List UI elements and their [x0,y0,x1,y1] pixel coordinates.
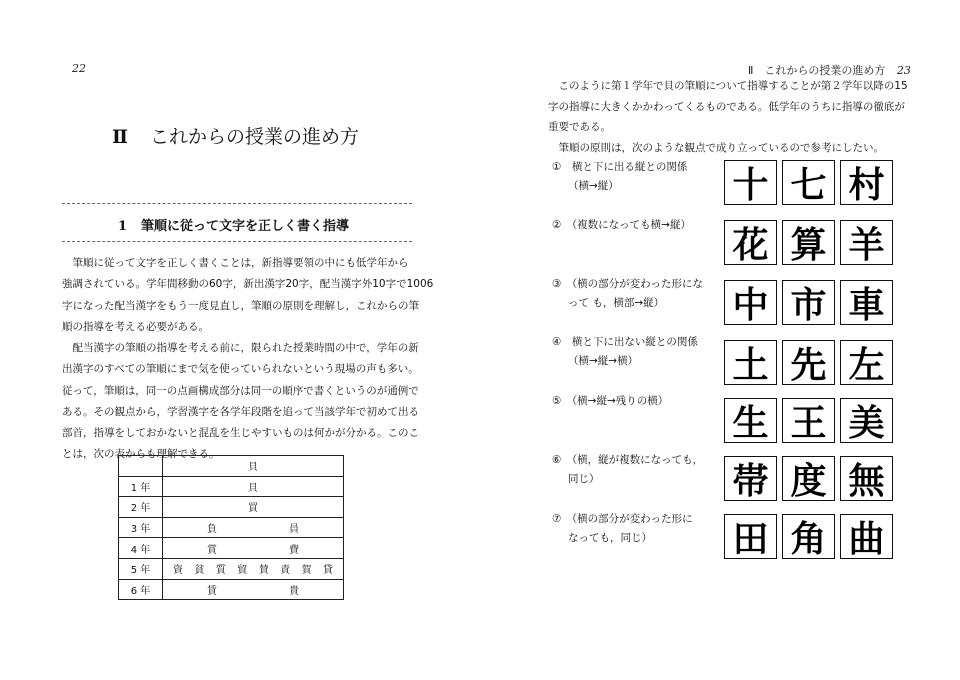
table-row [119,558,344,579]
kanji-grade-table [118,455,344,600]
grade-cell: 5 年 [119,558,163,579]
table-row [119,538,344,559]
kanji-cell [163,476,344,497]
grade-cell: 4 年 [119,538,163,559]
text-line: ⑥ （横，縦が複数になっても， [552,454,704,466]
kanji-example: 中 [724,280,777,325]
table-row [119,517,344,538]
paragraph-2 [62,338,419,466]
table-cell [119,456,163,477]
text-line: 筆順に従って文字を正しく書くことは，新指導要領の中にも低学年から [62,257,409,269]
section-rule-top [62,203,412,204]
principle-text-2 [552,216,691,235]
kanji-example: 生 [724,398,777,443]
text-line: とは，次の表からも理解できる。 [62,448,220,461]
table-kanji: 買 [248,503,258,515]
table-kanji: 賞 [207,544,217,556]
kanji-group-4 [724,340,893,385]
text-line: （横→縦） [568,180,619,192]
grade-cell: 2 年 [119,497,163,518]
kanji-example: 羊 [840,220,893,265]
kanji-example: 車 [840,280,893,325]
table-header-row [119,456,344,477]
kanji-cell [163,579,344,600]
text-line: ② （複数になっても横→縦） [552,219,691,231]
chapter-title: これからの授業の進め方 [150,126,360,148]
kanji-group-3 [724,280,893,325]
table-kanji: 責 [280,565,291,577]
text-line: 字の指導に大きくかかわってくるものである。低学年のうちに指導の徹底が [548,100,905,113]
table-kanji: 費 [289,544,299,556]
kanji-example: 七 [782,160,835,205]
table-kanji: 貝 [248,482,258,494]
kanji-example: 曲 [840,514,893,559]
kanji-cell [163,497,344,518]
table-kanji: 貴 [289,585,299,597]
running-head-title: Ⅱ これからの授業の進め方 [748,64,886,77]
kanji-group-2 [724,220,893,265]
section-number: 1 [118,219,128,234]
table-row [119,579,344,600]
text-line: ① 横と下に出る縦との関係 [552,161,688,173]
kanji-cell [163,558,344,579]
right-page-number: 23 [896,64,911,77]
table-header-cell: 貝 [163,456,344,477]
text-line: ③ （横の部分が変わった形にな [552,278,704,290]
kanji-example: 土 [724,340,777,385]
chapter-number: Ⅱ [112,126,129,148]
kanji-example: 左 [840,340,893,385]
text-line: なっても，同じ） [568,532,652,544]
text-line: 部首，指導をしておかないと混乱を生じやすいものは何かが分かる。このこ [62,427,419,440]
principle-text-3 [552,275,703,313]
table-kanji: 賛 [258,565,269,577]
table-kanji: 資 [173,565,183,577]
kanji-example: 王 [782,398,835,443]
grade-cell: 6 年 [119,579,163,600]
principle-text-6 [552,451,703,489]
principle-text-4 [552,333,698,371]
text-line: 順の指導を考える必要がある。 [62,320,209,333]
table-kanji: 貧 [194,565,205,577]
kanji-example: 田 [724,514,777,559]
text-line: ④ 横と下に出ない縦との関係 [552,336,698,348]
text-line: 強調されている。学年間移動の60字，新出漢字20字，配当漢字外10字で1006 [62,278,434,291]
kanji-example: 村 [840,160,893,205]
text-line: 配当漢字の筆順の指導を考える前に，限られた授業時間の中で，学年の新 [62,342,419,354]
text-line: ⑤ （横→縦→残りの横） [552,395,669,407]
text-line: ある。その観点から，学習漢字を各学年段階を追って当該学年で初めて出る [62,405,419,418]
text-line: 筆順の原則は，次のような観点で成り立っているので参考にしたい。 [548,141,884,154]
table-kanji: 員 [289,524,299,536]
principle-text-5 [552,392,668,411]
grade-cell: 1 年 [119,476,163,497]
kanji-group-1 [724,160,893,205]
text-line: （横→縦→横） [568,355,639,367]
table-kanji: 貿 [237,565,248,577]
kanji-group-7 [724,514,893,559]
table-row [119,497,344,518]
text-line: ⑦ （横の部分が変わった形に [552,513,693,525]
text-line: このように第１学年で貝の筆順について指導することが第２学年以降の15 [548,80,908,92]
grade-cell: 3 年 [119,517,163,538]
kanji-group-5 [724,398,893,443]
text-line: 同じ） [568,473,600,485]
kanji-cell [163,538,344,559]
text-line: 従って，筆順は，同一の点画構成部分は同一の順序で書くというのが通例で [62,384,419,397]
table-row [119,476,344,497]
chapter-heading [112,122,359,149]
kanji-example: 角 [782,514,835,559]
table-kanji: 負 [207,524,217,536]
section-heading [118,215,349,234]
table-kanji: 賃 [207,585,217,597]
kanji-example: 美 [840,398,893,443]
kanji-example: 花 [724,220,777,265]
kanji-example: 十 [724,160,777,205]
kanji-example: 無 [840,456,893,501]
kanji-example: 帯 [724,456,777,501]
kanji-group-6 [724,456,893,501]
text-line: 字になった配当漢字をもう一度見直し，筆順の原則を理解し，これからの筆 [62,299,419,312]
principle-text-1 [552,158,687,196]
kanji-example: 度 [782,456,835,501]
section-rule-bottom [62,241,412,242]
kanji-cell [163,517,344,538]
text-line: 出漢字のすべての筆順にまで気を使っていられないという現場の声も多い。 [62,363,419,376]
kanji-example: 先 [782,340,835,385]
intro-paragraph [548,76,908,158]
table-kanji: 質 [215,565,226,577]
table-kanji: 貸 [322,565,333,577]
kanji-example: 算 [782,220,835,265]
left-page-number: 22 [72,62,86,75]
paragraph-1 [62,253,433,338]
kanji-example: 市 [782,280,835,325]
section-title: 筆順に従って文字を正しく書く指導 [141,219,350,234]
text-line: って も，横部→縦） [568,297,665,309]
text-line: 重要である。 [548,121,611,133]
table-kanji: 賀 [301,565,312,577]
principle-text-7 [552,510,693,548]
